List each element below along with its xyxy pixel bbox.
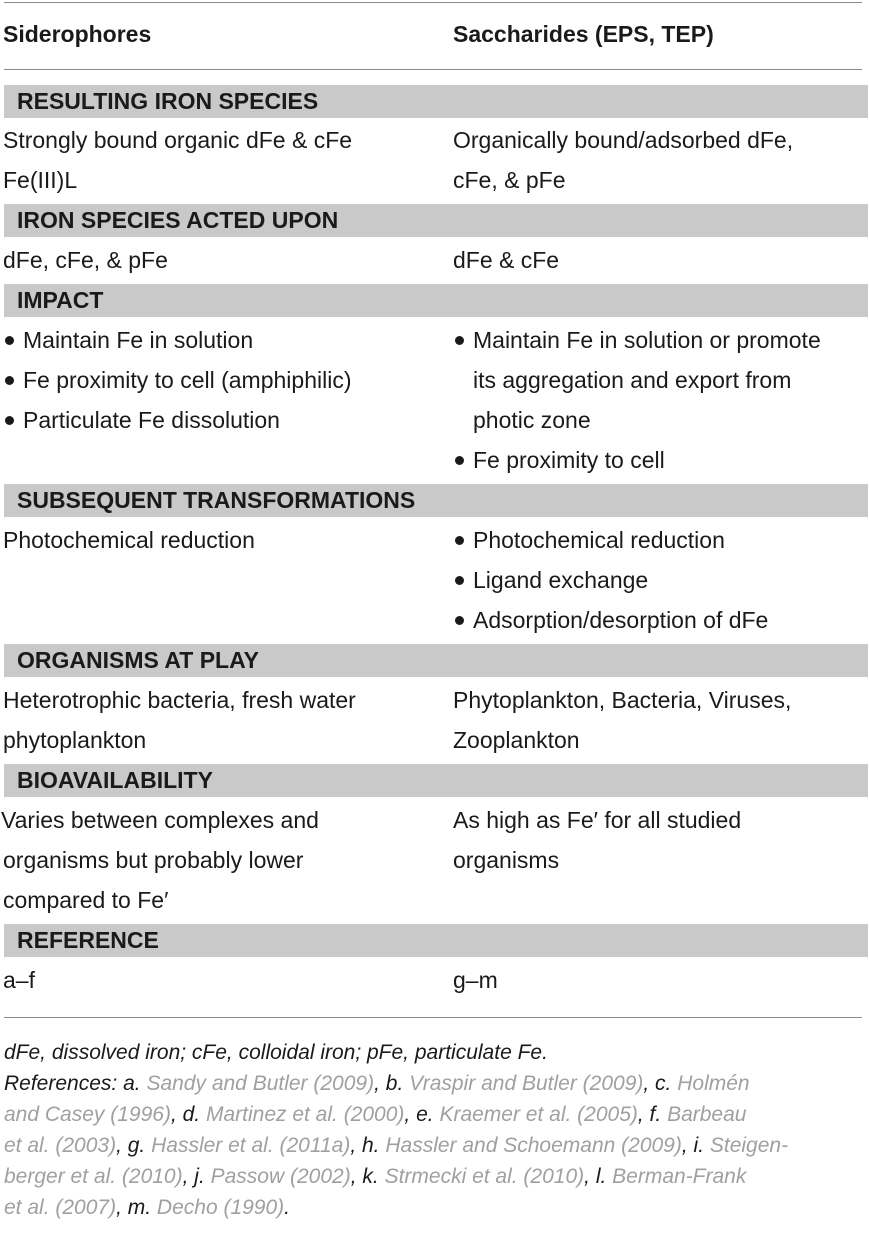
cell-iron-species-acted-upon-saccharides — [453, 240, 867, 280]
section-band-organisms-at-play — [4, 644, 868, 677]
cell-line: a–f — [3, 967, 35, 993]
cell-line: Heterotrophic bacteria, fresh water — [3, 687, 356, 713]
ref-label: g. — [127, 1134, 146, 1157]
section-label: BIOAVAILABILITY — [17, 767, 213, 793]
citation-link[interactable]: Hassler et al. (2011a) — [151, 1134, 351, 1157]
cell-bioavailability-siderophores — [1, 800, 431, 920]
section-label: SUBSEQUENT TRANSFORMATIONS — [17, 487, 416, 513]
citation-link[interactable]: Martinez et al. (2000) — [205, 1103, 405, 1126]
bullet-text: Photochemical reduction — [473, 527, 725, 553]
section-label: IMPACT — [17, 287, 104, 313]
cell-iron-species-acted-upon-siderophores — [3, 240, 433, 280]
bullet-text: Maintain Fe in solution or promote — [473, 327, 821, 353]
ref-label: j. — [194, 1165, 205, 1188]
cell-line: Organically bound/adsorbed dFe, — [453, 127, 794, 153]
cell-line: Fe(III)L — [3, 167, 78, 193]
bullet-item — [453, 320, 867, 440]
footnote-references-line: berger et al. (2010), j. Passow (2002), k. Strmecki et al. (2010), l. Berman-Frank — [4, 1165, 747, 1188]
bullet-text: Particulate Fe dissolution — [23, 407, 280, 433]
table-header-rule — [4, 69, 862, 70]
bullet-dot-icon — [5, 376, 14, 385]
bullet-item — [3, 320, 433, 360]
section-band-bioavailability — [4, 764, 868, 797]
bullet-item — [453, 560, 867, 600]
bullet-text: photic zone — [473, 407, 591, 433]
citation-link[interactable]: Berman-Frank — [612, 1165, 747, 1188]
ref-label: d. — [182, 1103, 201, 1126]
bullet-dot-icon — [455, 336, 464, 345]
section-band-impact — [4, 284, 868, 317]
column-header-siderophores: Siderophores — [3, 21, 152, 47]
cell-line: dFe & cFe — [453, 247, 560, 273]
bullet-dot-icon — [5, 336, 14, 345]
citation-link[interactable]: Steigen- — [709, 1134, 789, 1157]
citation-link[interactable]: Kraemer et al. (2005) — [439, 1103, 638, 1126]
section-band-iron-species-acted-upon — [4, 204, 868, 237]
section-label: RESULTING IRON SPECIES — [17, 88, 319, 114]
section-label: IRON SPECIES ACTED UPON — [17, 207, 339, 233]
citation-link[interactable]: Holmén — [677, 1072, 750, 1095]
bullet-dot-icon — [455, 616, 464, 625]
bullet-text: Ligand exchange — [473, 567, 649, 593]
cell-line: organisms — [453, 847, 560, 873]
ref-label: k. — [362, 1165, 379, 1188]
footnote-references-line: et al. (2007), m. Decho (1990). — [4, 1196, 291, 1219]
cell-organisms-at-play-siderophores — [3, 680, 433, 760]
cell-impact-siderophores — [3, 320, 433, 440]
bullet-item — [453, 520, 867, 560]
section-label: REFERENCE — [17, 927, 159, 953]
citation-link[interactable]: et al. (2007) — [4, 1196, 117, 1219]
bullet-text: Fe proximity to cell — [473, 447, 665, 473]
citation-link[interactable]: Decho (1990) — [156, 1196, 285, 1219]
bullet-text: Adsorption/desorption of dFe — [473, 607, 769, 633]
footnote-references-line: References: a. Sandy and Butler (2009), b. Vraspir and Butler (2009), c. Holmén — [4, 1072, 750, 1095]
section-label: ORGANISMS AT PLAY — [17, 647, 259, 673]
cell-line: g–m — [453, 967, 498, 993]
ref-label: e. — [416, 1103, 434, 1126]
bullet-text: its aggregation and export from — [473, 367, 792, 393]
ref-label: m. — [127, 1196, 152, 1219]
cell-line: Photochemical reduction — [3, 527, 255, 553]
citation-link[interactable]: Vraspir and Butler (2009) — [409, 1072, 644, 1095]
cell-subsequent-transformations-saccharides — [453, 520, 867, 640]
citation-link[interactable]: et al. (2003) — [4, 1134, 117, 1157]
footnote-references-line: and Casey (1996), d. Martinez et al. (2000), e. Kraemer et al. (2005), f. Barbeau — [4, 1103, 747, 1126]
footnote-abbreviations: dFe, dissolved iron; cFe, colloidal iron; pFe, particulate Fe. — [4, 1041, 548, 1064]
bullet-dot-icon — [5, 416, 14, 425]
bullet-item — [3, 400, 433, 440]
bullet-item — [453, 440, 867, 480]
cell-resulting-iron-species-siderophores — [3, 120, 433, 200]
cell-line: phytoplankton — [3, 727, 147, 753]
citation-link[interactable]: Sandy and Butler (2009) — [146, 1072, 375, 1095]
cell-line: cFe, & pFe — [453, 167, 566, 193]
ref-label: h. — [361, 1134, 380, 1157]
cell-line: Varies between complexes and — [1, 807, 319, 833]
citation-link[interactable]: Passow (2002) — [210, 1165, 351, 1188]
cell-line: As high as Fe′ for all studied — [453, 807, 742, 833]
section-band-reference — [4, 924, 868, 957]
bullet-item — [453, 600, 867, 640]
cell-line: dFe, cFe, & pFe — [3, 247, 168, 273]
ref-label: l. — [595, 1165, 607, 1188]
footnote-references-line: et al. (2003), g. Hassler et al. (2011a), h. Hassler and Schoemann (2009), i. Steigen- — [4, 1134, 789, 1157]
bullet-dot-icon — [455, 576, 464, 585]
table-footnotes — [4, 1037, 866, 1223]
column-header-saccharides: Saccharides (EPS, TEP) — [453, 21, 714, 47]
cell-bioavailability-saccharides — [453, 800, 867, 880]
ref-label: c. — [655, 1072, 672, 1095]
references-prefix: References: — [4, 1072, 118, 1095]
cell-resulting-iron-species-saccharides — [453, 120, 867, 200]
cell-organisms-at-play-saccharides — [453, 680, 867, 760]
bullet-item — [3, 360, 433, 400]
citation-link[interactable]: Hassler and Schoemann (2009) — [385, 1134, 682, 1157]
ref-label: i. — [693, 1134, 705, 1157]
section-band-subsequent-transformations — [4, 484, 868, 517]
ref-label: a. — [123, 1072, 141, 1095]
bullet-dot-icon — [455, 456, 464, 465]
bullet-text: Maintain Fe in solution — [23, 327, 254, 353]
citation-link[interactable]: Strmecki et al. (2010) — [384, 1165, 585, 1188]
ref-label: b. — [385, 1072, 404, 1095]
citation-link[interactable]: berger et al. (2010) — [4, 1165, 183, 1188]
citation-link[interactable]: Barbeau — [667, 1103, 747, 1126]
cell-line: Strongly bound organic dFe & cFe — [3, 127, 353, 153]
cell-line: organisms but probably lower — [3, 847, 304, 873]
table-bottom-rule — [4, 1017, 862, 1018]
cell-line: Phytoplankton, Bacteria, Viruses, — [453, 687, 792, 713]
ref-label: f. — [649, 1103, 662, 1126]
cell-subsequent-transformations-siderophores — [3, 520, 433, 560]
section-band-resulting-iron-species — [4, 85, 868, 118]
cell-impact-saccharides — [453, 320, 867, 480]
cell-reference-siderophores — [3, 960, 433, 1000]
cell-reference-saccharides — [453, 960, 867, 1000]
bullet-text: Fe proximity to cell (amphiphilic) — [23, 367, 352, 393]
cell-line: Zooplankton — [453, 727, 580, 753]
citation-link[interactable]: and Casey (1996) — [4, 1103, 171, 1126]
cell-line: compared to Fe′ — [3, 887, 169, 913]
bullet-dot-icon — [455, 536, 464, 545]
table-top-rule — [4, 2, 862, 3]
